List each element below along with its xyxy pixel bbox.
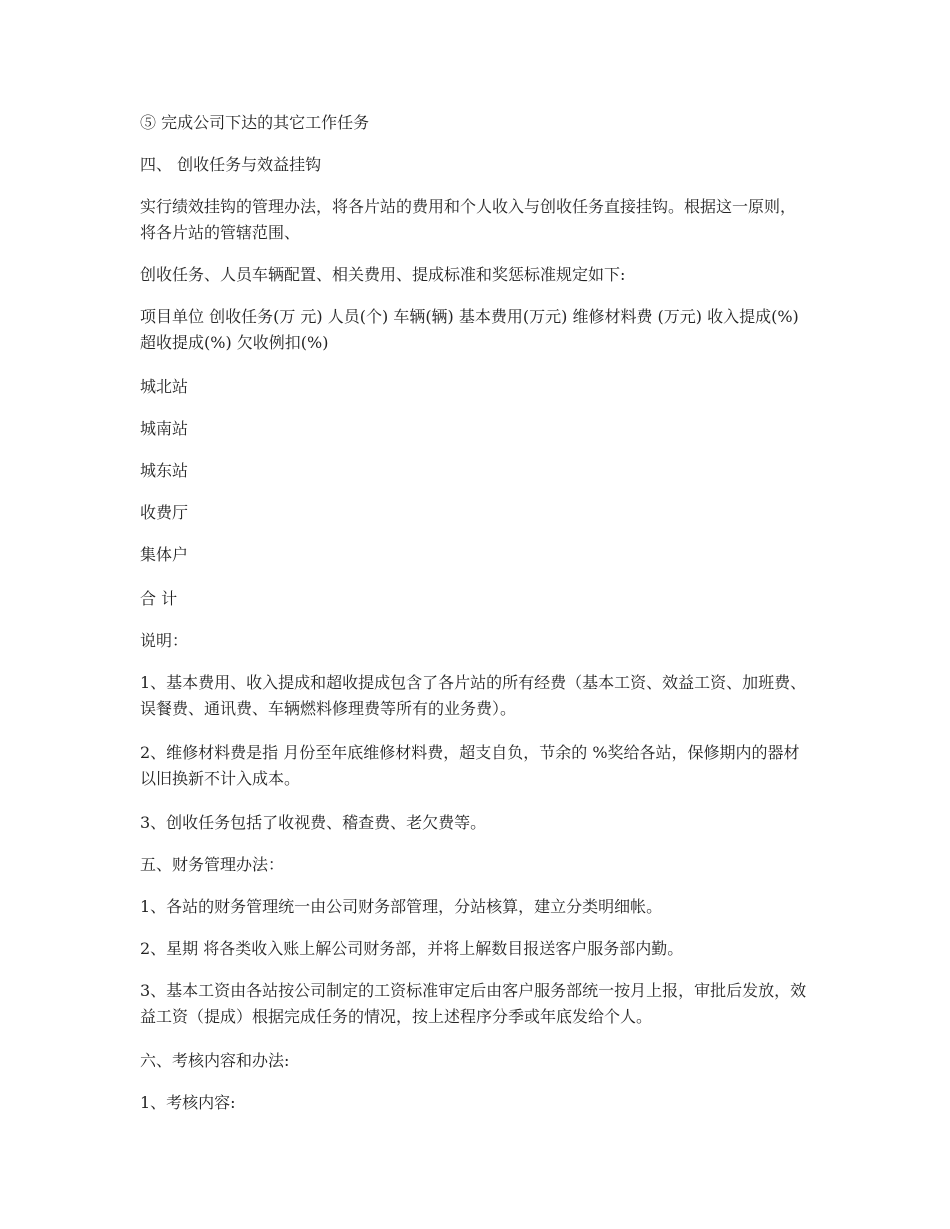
finance-item-2: 2、星期 将各类收入账上解公司财务部，并将上解数目报送客户服务部内勤。 [140, 939, 684, 958]
station-chengnan: 城南站 [140, 419, 189, 438]
finance-item-1: 1、各站的财务管理统一由公司财务部管理，分站核算，建立分类明细帐。 [140, 897, 663, 916]
paragraph-standards-intro: 创收任务、人员车辆配置、相关费用、提成标准和奖惩标准规定如下: [140, 265, 626, 284]
station-total: 合 计 [140, 589, 178, 608]
station-toll-hall: 收费厅 [140, 503, 189, 522]
station-chengdong: 城东站 [140, 461, 189, 480]
notes-heading: 说明： [140, 631, 189, 650]
finance-item-3: 3、基本工资由各站按公司制定的工资标准审定后由客户服务部统一按月上报，审批后发放，效益工资（提成）根据完成任务的情况，按上述程序分季或年底发给个人。 [140, 981, 807, 1026]
note-2: 2、维修材料费是指 月份至年底维修材料费，超支自负，节余的 %奖给各站，保修期内的器材以旧换新不计入成本。 [140, 743, 800, 788]
heading-section-6: 六、考核内容和办法: [140, 1051, 290, 1070]
paragraph-task-5: ⑤ 完成公司下达的其它工作任务 [140, 113, 370, 132]
paragraph-performance-method: 实行绩效挂钩的管理办法，将各片站的费用和个人收入与创收任务直接挂钩。根据这一原则，将各片站的管辖范围、 [140, 197, 797, 242]
note-1: 1、基本费用、收入提成和超收提成包含了各片站的所有经费（基本工资、效益工资、加班费、误餐费、通讯费、车辆燃料修理费等所有的业务费）。 [140, 673, 807, 718]
note-3: 3、创收任务包括了收视费、稽查费、老欠费等。 [140, 813, 487, 832]
table-header-text: 项目单位 创收任务(万 元) 人员(个) 车辆(辆) 基本费用(万元) 维修材料费 (万元) 收入提成(%) 超收提成(%) 欠收例扣(%) [140, 307, 799, 352]
heading-section-5: 五、财务管理办法： [140, 855, 285, 874]
station-collective: 集体户 [140, 545, 189, 564]
heading-section-4: 四、 创收任务与效益挂钩 [140, 155, 322, 174]
assessment-item-1: 1、考核内容: [140, 1093, 236, 1112]
station-chengbei: 城北站 [140, 377, 189, 396]
